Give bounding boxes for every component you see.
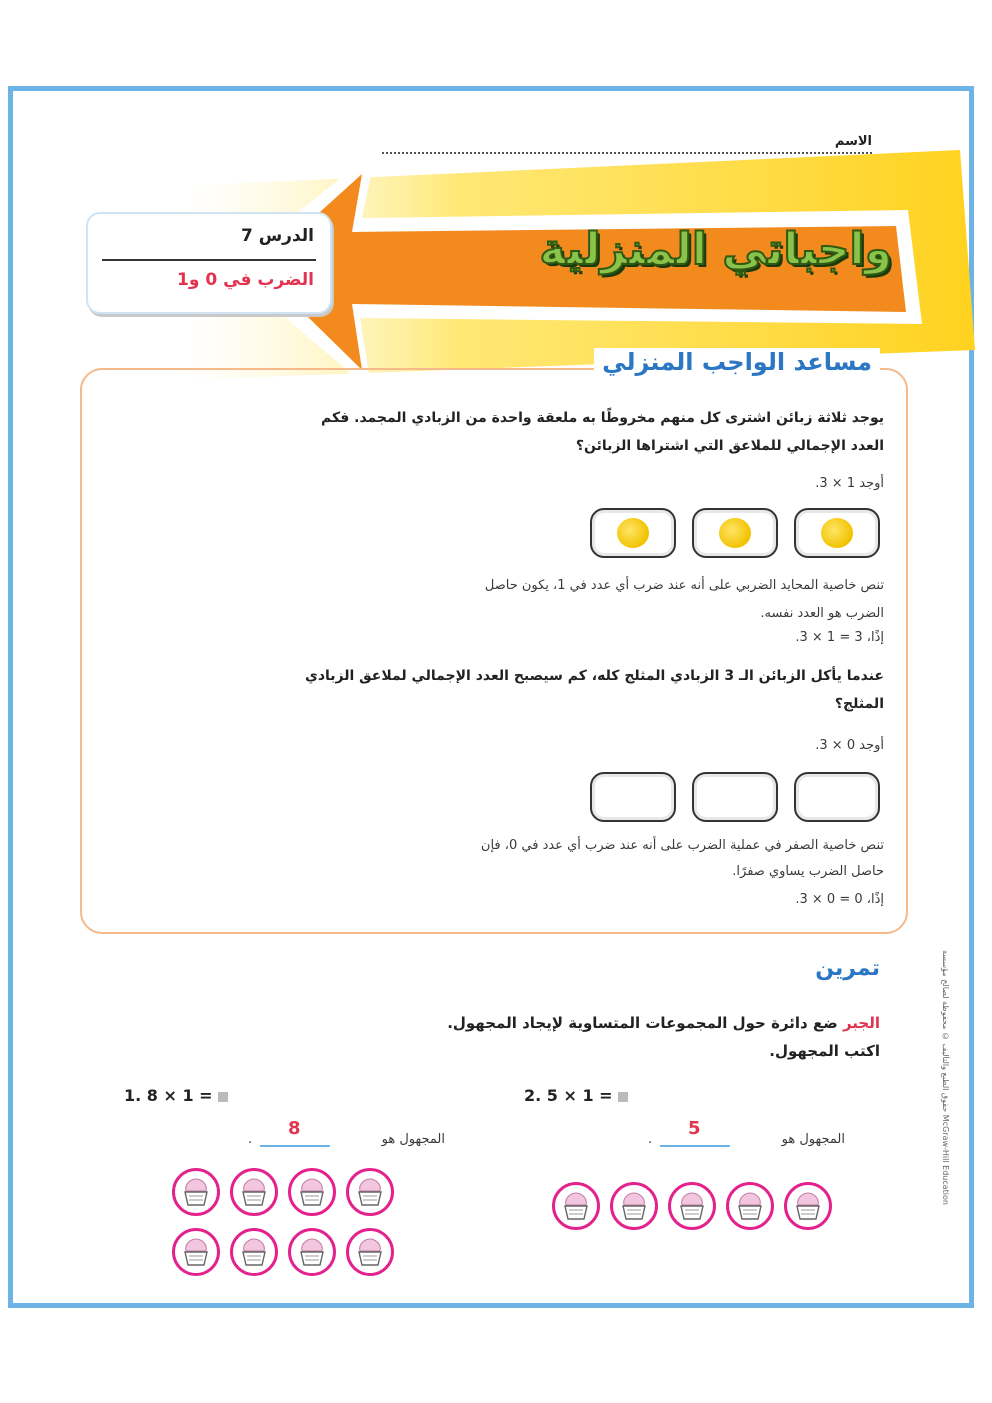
find-1: أوجد 1 × 3. xyxy=(815,476,884,491)
cupcake-icon xyxy=(668,1182,716,1230)
explain-1-line-1: تنص خاصية المحايد الضربي على أنه عند ضرب أي عدد في 1، يكون حاصل xyxy=(484,578,884,593)
exercise-2-equation xyxy=(524,1086,628,1105)
cone-box xyxy=(590,508,676,558)
period: . xyxy=(248,1132,253,1147)
cupcake-icon xyxy=(172,1168,220,1216)
cupcake-icon xyxy=(172,1228,220,1276)
empty-cone-box xyxy=(692,772,778,822)
lesson-topic: الضرب في 0 و1 xyxy=(177,270,314,290)
exercise-2-cupcakes[interactable] xyxy=(552,1182,842,1238)
empty-boxes xyxy=(590,772,890,826)
empty-cone-box xyxy=(794,772,880,822)
cupcake-icon xyxy=(230,1228,278,1276)
banner-title: واجباتي المنزلية xyxy=(539,224,892,275)
exercise-2-answer: 5 xyxy=(688,1118,701,1139)
algebra-label: الجبر xyxy=(842,1014,880,1032)
homework-helper-title: مساعد الواجب المنزلي xyxy=(594,348,880,376)
scoop-icon xyxy=(719,518,751,548)
exercise-1-answer: 8 xyxy=(288,1118,301,1139)
cupcake-icon xyxy=(230,1168,278,1216)
cupcake-icon xyxy=(784,1182,832,1230)
name-label: الاسم xyxy=(834,134,872,149)
exercise-1-equation xyxy=(124,1086,228,1105)
exercise-1-cupcakes[interactable] xyxy=(172,1168,404,1286)
result-2: إذًا، 0 = 0 × 3. xyxy=(795,892,884,907)
result-1: إذًا، 3 = 1 × 3. xyxy=(795,630,884,645)
cupcake-icon xyxy=(288,1228,336,1276)
answer-line[interactable] xyxy=(660,1145,730,1147)
lesson-number: الدرس 7 xyxy=(240,226,314,246)
cupcake-icon xyxy=(552,1182,600,1230)
cupcake-icon xyxy=(346,1228,394,1276)
cupcake-icon xyxy=(288,1168,336,1216)
lesson-box xyxy=(86,212,332,314)
lesson-divider xyxy=(102,259,316,261)
cupcake-icon xyxy=(610,1182,658,1230)
cone-box xyxy=(692,508,778,558)
practice-instruction-1 xyxy=(447,1014,880,1032)
cupcake-icon xyxy=(726,1182,774,1230)
empty-cone-box xyxy=(590,772,676,822)
exercise-1-text: 1. 8 × 1 = xyxy=(124,1086,213,1105)
unknown-label: المجهول هو xyxy=(381,1132,445,1147)
cupcake-icon xyxy=(346,1168,394,1216)
scoop-icon xyxy=(617,518,649,548)
find-2: أوجد 0 × 3. xyxy=(815,738,884,753)
unknown-square-icon xyxy=(218,1092,228,1102)
period: . xyxy=(648,1132,653,1147)
practice-title: تمرين xyxy=(815,956,880,981)
lemon-boxes xyxy=(590,508,890,562)
exercise-1-answer-row xyxy=(240,1118,445,1154)
problem-2: عندما يأكل الزبائن الـ 3 الزبادي المثلج كله، كم سيصبح العدد الإجمالي لملاعق الزبادي المثلج؟ xyxy=(304,668,884,712)
problem-1: يوجد ثلاثة زبائن اشترى كل منهم مخروطًا به ملعقة واحدة من الزبادي المجمد. فكم العدد الإجمالي للملاعق التي اشتراها الزبائن؟ xyxy=(320,410,884,454)
exercise-2-answer-row xyxy=(640,1118,845,1154)
explain-2-line-1: تنص خاصية الصفر في عملية الضرب على أنه عند ضرب أي عدد في 0، فإن xyxy=(480,838,884,853)
unknown-square-icon xyxy=(618,1092,628,1102)
exercise-2-text: 2. 5 × 1 = xyxy=(524,1086,613,1105)
scoop-icon xyxy=(821,518,853,548)
practice-instruction-2: اكتب المجهول. xyxy=(769,1042,880,1060)
cone-box xyxy=(794,508,880,558)
answer-line[interactable] xyxy=(260,1145,330,1147)
instruction-1-text: ضع دائرة حول المجموعات المتساوية لإيجاد المجهول. xyxy=(447,1014,838,1032)
unknown-label: المجهول هو xyxy=(781,1132,845,1147)
explain-1-line-2: الضرب هو العدد نفسه. xyxy=(760,606,884,621)
name-line[interactable] xyxy=(382,152,872,154)
side-credit: حقوق الطبع والتأليف © محفوظة لصالح مؤسسة McGraw-Hill Education xyxy=(941,950,950,1205)
explain-2-line-2: حاصل الضرب يساوي صفرًا. xyxy=(732,864,884,879)
